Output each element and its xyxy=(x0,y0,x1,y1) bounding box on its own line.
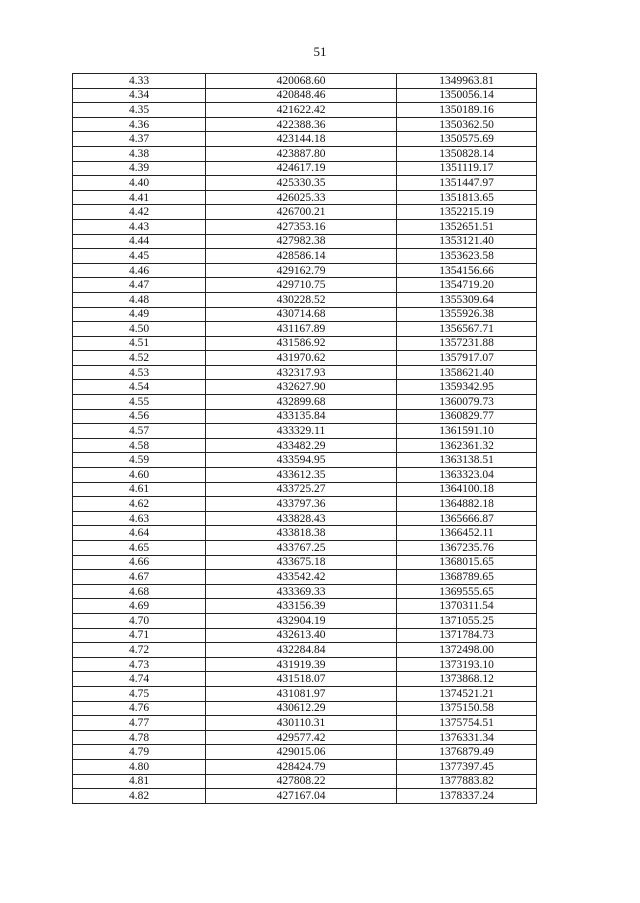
y-coordinate-cell: 1370311.54 xyxy=(397,599,537,614)
point-number-cell: 4.59 xyxy=(73,453,206,468)
x-coordinate-cell: 431970.62 xyxy=(206,351,397,366)
x-coordinate-cell: 430612.29 xyxy=(206,701,397,716)
x-coordinate-cell: 420068.60 xyxy=(206,74,397,89)
x-coordinate-cell: 427808.22 xyxy=(206,774,397,789)
y-coordinate-cell: 1377883.82 xyxy=(397,774,537,789)
point-number-cell: 4.55 xyxy=(73,395,206,410)
point-number-cell: 4.36 xyxy=(73,117,206,132)
point-number-cell: 4.78 xyxy=(73,730,206,745)
y-coordinate-cell: 1377397.45 xyxy=(397,759,537,774)
x-coordinate-cell: 425330.35 xyxy=(206,176,397,191)
point-number-cell: 4.37 xyxy=(73,132,206,147)
y-coordinate-cell: 1350362.50 xyxy=(397,117,537,132)
point-number-cell: 4.57 xyxy=(73,424,206,439)
point-number-cell: 4.60 xyxy=(73,468,206,483)
point-number-cell: 4.44 xyxy=(73,234,206,249)
x-coordinate-cell: 430228.52 xyxy=(206,292,397,307)
table-row xyxy=(73,176,537,191)
table-row xyxy=(73,351,537,366)
table-row xyxy=(73,511,537,526)
table-row xyxy=(73,643,537,658)
point-number-cell: 4.54 xyxy=(73,380,206,395)
y-coordinate-cell: 1371055.25 xyxy=(397,613,537,628)
x-coordinate-cell: 432627.90 xyxy=(206,380,397,395)
x-coordinate-cell: 432904.19 xyxy=(206,613,397,628)
point-number-cell: 4.61 xyxy=(73,482,206,497)
table-row xyxy=(73,599,537,614)
y-coordinate-cell: 1376331.34 xyxy=(397,730,537,745)
table-row xyxy=(73,322,537,337)
point-number-cell: 4.42 xyxy=(73,205,206,220)
x-coordinate-cell: 433818.38 xyxy=(206,526,397,541)
table-row xyxy=(73,628,537,643)
y-coordinate-cell: 1355309.64 xyxy=(397,292,537,307)
x-coordinate-cell: 433767.25 xyxy=(206,541,397,556)
y-coordinate-cell: 1364100.18 xyxy=(397,482,537,497)
x-coordinate-cell: 432899.68 xyxy=(206,395,397,410)
table-row xyxy=(73,716,537,731)
table-row xyxy=(73,292,537,307)
point-number-cell: 4.82 xyxy=(73,789,206,804)
y-coordinate-cell: 1373193.10 xyxy=(397,657,537,672)
table-row xyxy=(73,482,537,497)
y-coordinate-cell: 1354719.20 xyxy=(397,278,537,293)
x-coordinate-cell: 431586.92 xyxy=(206,336,397,351)
y-coordinate-cell: 1366452.11 xyxy=(397,526,537,541)
table-row xyxy=(73,497,537,512)
y-coordinate-cell: 1375754.51 xyxy=(397,716,537,731)
x-coordinate-cell: 428424.79 xyxy=(206,759,397,774)
point-number-cell: 4.41 xyxy=(73,190,206,205)
x-coordinate-cell: 429710.75 xyxy=(206,278,397,293)
point-number-cell: 4.67 xyxy=(73,570,206,585)
table-row xyxy=(73,584,537,599)
y-coordinate-cell: 1350189.16 xyxy=(397,103,537,118)
point-number-cell: 4.38 xyxy=(73,146,206,161)
y-coordinate-cell: 1359342.95 xyxy=(397,380,537,395)
point-number-cell: 4.49 xyxy=(73,307,206,322)
point-number-cell: 4.63 xyxy=(73,511,206,526)
x-coordinate-cell: 428586.14 xyxy=(206,249,397,264)
y-coordinate-cell: 1368015.65 xyxy=(397,555,537,570)
table-row xyxy=(73,380,537,395)
point-number-cell: 4.68 xyxy=(73,584,206,599)
table-row xyxy=(73,424,537,439)
table-row xyxy=(73,205,537,220)
table-row xyxy=(73,555,537,570)
x-coordinate-cell: 429015.06 xyxy=(206,745,397,760)
x-coordinate-cell: 430714.68 xyxy=(206,307,397,322)
y-coordinate-cell: 1368789.65 xyxy=(397,570,537,585)
x-coordinate-cell: 430110.31 xyxy=(206,716,397,731)
point-number-cell: 4.33 xyxy=(73,74,206,89)
table-row xyxy=(73,541,537,556)
point-number-cell: 4.74 xyxy=(73,672,206,687)
point-number-cell: 4.76 xyxy=(73,701,206,716)
x-coordinate-cell: 429162.79 xyxy=(206,263,397,278)
point-number-cell: 4.48 xyxy=(73,292,206,307)
table-row xyxy=(73,146,537,161)
y-coordinate-cell: 1360829.77 xyxy=(397,409,537,424)
coordinates-table-body xyxy=(73,74,537,804)
y-coordinate-cell: 1350575.69 xyxy=(397,132,537,147)
table-row xyxy=(73,570,537,585)
x-coordinate-cell: 431518.07 xyxy=(206,672,397,687)
x-coordinate-cell: 431081.97 xyxy=(206,686,397,701)
table-row xyxy=(73,686,537,701)
table-row xyxy=(73,395,537,410)
page-number: 51 xyxy=(313,44,327,59)
table-row xyxy=(73,672,537,687)
x-coordinate-cell: 423887.80 xyxy=(206,146,397,161)
x-coordinate-cell: 433675.18 xyxy=(206,555,397,570)
y-coordinate-cell: 1365666.87 xyxy=(397,511,537,526)
point-number-cell: 4.34 xyxy=(73,88,206,103)
y-coordinate-cell: 1353121.40 xyxy=(397,234,537,249)
x-coordinate-cell: 432613.40 xyxy=(206,628,397,643)
coordinates-table xyxy=(72,73,537,804)
x-coordinate-cell: 420848.46 xyxy=(206,88,397,103)
table-row xyxy=(73,74,537,89)
table-row xyxy=(73,263,537,278)
point-number-cell: 4.39 xyxy=(73,161,206,176)
y-coordinate-cell: 1373868.12 xyxy=(397,672,537,687)
table-row xyxy=(73,88,537,103)
table-row xyxy=(73,745,537,760)
table-row xyxy=(73,789,537,804)
point-number-cell: 4.56 xyxy=(73,409,206,424)
x-coordinate-cell: 433156.39 xyxy=(206,599,397,614)
point-number-cell: 4.62 xyxy=(73,497,206,512)
point-number-cell: 4.71 xyxy=(73,628,206,643)
table-row xyxy=(73,613,537,628)
y-coordinate-cell: 1367235.76 xyxy=(397,541,537,556)
x-coordinate-cell: 433482.29 xyxy=(206,438,397,453)
point-number-cell: 4.51 xyxy=(73,336,206,351)
x-coordinate-cell: 433542.42 xyxy=(206,570,397,585)
table-row xyxy=(73,365,537,380)
table-row xyxy=(73,190,537,205)
table-row xyxy=(73,468,537,483)
y-coordinate-cell: 1351447.97 xyxy=(397,176,537,191)
x-coordinate-cell: 433329.11 xyxy=(206,424,397,439)
point-number-cell: 4.72 xyxy=(73,643,206,658)
point-number-cell: 4.73 xyxy=(73,657,206,672)
y-coordinate-cell: 1371784.73 xyxy=(397,628,537,643)
point-number-cell: 4.66 xyxy=(73,555,206,570)
y-coordinate-cell: 1351813.65 xyxy=(397,190,537,205)
y-coordinate-cell: 1376879.49 xyxy=(397,745,537,760)
y-coordinate-cell: 1363323.04 xyxy=(397,468,537,483)
point-number-cell: 4.77 xyxy=(73,716,206,731)
point-number-cell: 4.43 xyxy=(73,219,206,234)
y-coordinate-cell: 1361591.10 xyxy=(397,424,537,439)
y-coordinate-cell: 1360079.73 xyxy=(397,395,537,410)
x-coordinate-cell: 427982.38 xyxy=(206,234,397,249)
point-number-cell: 4.80 xyxy=(73,759,206,774)
x-coordinate-cell: 433725.27 xyxy=(206,482,397,497)
table-row xyxy=(73,219,537,234)
y-coordinate-cell: 1358621.40 xyxy=(397,365,537,380)
point-number-cell: 4.70 xyxy=(73,613,206,628)
y-coordinate-cell: 1372498.00 xyxy=(397,643,537,658)
point-number-cell: 4.50 xyxy=(73,322,206,337)
x-coordinate-cell: 433369.33 xyxy=(206,584,397,599)
table-row xyxy=(73,526,537,541)
y-coordinate-cell: 1364882.18 xyxy=(397,497,537,512)
x-coordinate-cell: 426700.21 xyxy=(206,205,397,220)
y-coordinate-cell: 1363138.51 xyxy=(397,453,537,468)
x-coordinate-cell: 433612.35 xyxy=(206,468,397,483)
point-number-cell: 4.65 xyxy=(73,541,206,556)
point-number-cell: 4.47 xyxy=(73,278,206,293)
y-coordinate-cell: 1351119.17 xyxy=(397,161,537,176)
x-coordinate-cell: 432317.93 xyxy=(206,365,397,380)
x-coordinate-cell: 433594.95 xyxy=(206,453,397,468)
table-row xyxy=(73,117,537,132)
y-coordinate-cell: 1362361.32 xyxy=(397,438,537,453)
y-coordinate-cell: 1356567.71 xyxy=(397,322,537,337)
table-row xyxy=(73,438,537,453)
point-number-cell: 4.64 xyxy=(73,526,206,541)
point-number-cell: 4.81 xyxy=(73,774,206,789)
x-coordinate-cell: 433135.84 xyxy=(206,409,397,424)
y-coordinate-cell: 1355926.38 xyxy=(397,307,537,322)
y-coordinate-cell: 1357917.07 xyxy=(397,351,537,366)
point-number-cell: 4.40 xyxy=(73,176,206,191)
table-row xyxy=(73,278,537,293)
x-coordinate-cell: 424617.19 xyxy=(206,161,397,176)
y-coordinate-cell: 1353623.58 xyxy=(397,249,537,264)
y-coordinate-cell: 1349963.81 xyxy=(397,74,537,89)
point-number-cell: 4.79 xyxy=(73,745,206,760)
x-coordinate-cell: 431919.39 xyxy=(206,657,397,672)
point-number-cell: 4.53 xyxy=(73,365,206,380)
y-coordinate-cell: 1369555.65 xyxy=(397,584,537,599)
y-coordinate-cell: 1378337.24 xyxy=(397,789,537,804)
point-number-cell: 4.52 xyxy=(73,351,206,366)
x-coordinate-cell: 429577.42 xyxy=(206,730,397,745)
point-number-cell: 4.58 xyxy=(73,438,206,453)
table-row xyxy=(73,759,537,774)
table-row xyxy=(73,161,537,176)
y-coordinate-cell: 1375150.58 xyxy=(397,701,537,716)
y-coordinate-cell: 1350056.14 xyxy=(397,88,537,103)
x-coordinate-cell: 432284.84 xyxy=(206,643,397,658)
x-coordinate-cell: 421622.42 xyxy=(206,103,397,118)
y-coordinate-cell: 1374521.21 xyxy=(397,686,537,701)
table-row xyxy=(73,701,537,716)
x-coordinate-cell: 423144.18 xyxy=(206,132,397,147)
x-coordinate-cell: 427167.04 xyxy=(206,789,397,804)
y-coordinate-cell: 1354156.66 xyxy=(397,263,537,278)
point-number-cell: 4.75 xyxy=(73,686,206,701)
y-coordinate-cell: 1350828.14 xyxy=(397,146,537,161)
y-coordinate-cell: 1357231.88 xyxy=(397,336,537,351)
table-row xyxy=(73,453,537,468)
table-row xyxy=(73,307,537,322)
point-number-cell: 4.35 xyxy=(73,103,206,118)
point-number-cell: 4.46 xyxy=(73,263,206,278)
table-row xyxy=(73,132,537,147)
table-row xyxy=(73,409,537,424)
x-coordinate-cell: 433828.43 xyxy=(206,511,397,526)
point-number-cell: 4.69 xyxy=(73,599,206,614)
table-row xyxy=(73,657,537,672)
table-row xyxy=(73,249,537,264)
x-coordinate-cell: 433797.36 xyxy=(206,497,397,512)
x-coordinate-cell: 427353.16 xyxy=(206,219,397,234)
table-row xyxy=(73,730,537,745)
table-row xyxy=(73,234,537,249)
x-coordinate-cell: 422388.36 xyxy=(206,117,397,132)
y-coordinate-cell: 1352215.19 xyxy=(397,205,537,220)
table-row xyxy=(73,103,537,118)
x-coordinate-cell: 426025.33 xyxy=(206,190,397,205)
table-row xyxy=(73,774,537,789)
x-coordinate-cell: 431167.89 xyxy=(206,322,397,337)
table-row xyxy=(73,336,537,351)
y-coordinate-cell: 1352651.51 xyxy=(397,219,537,234)
point-number-cell: 4.45 xyxy=(73,249,206,264)
